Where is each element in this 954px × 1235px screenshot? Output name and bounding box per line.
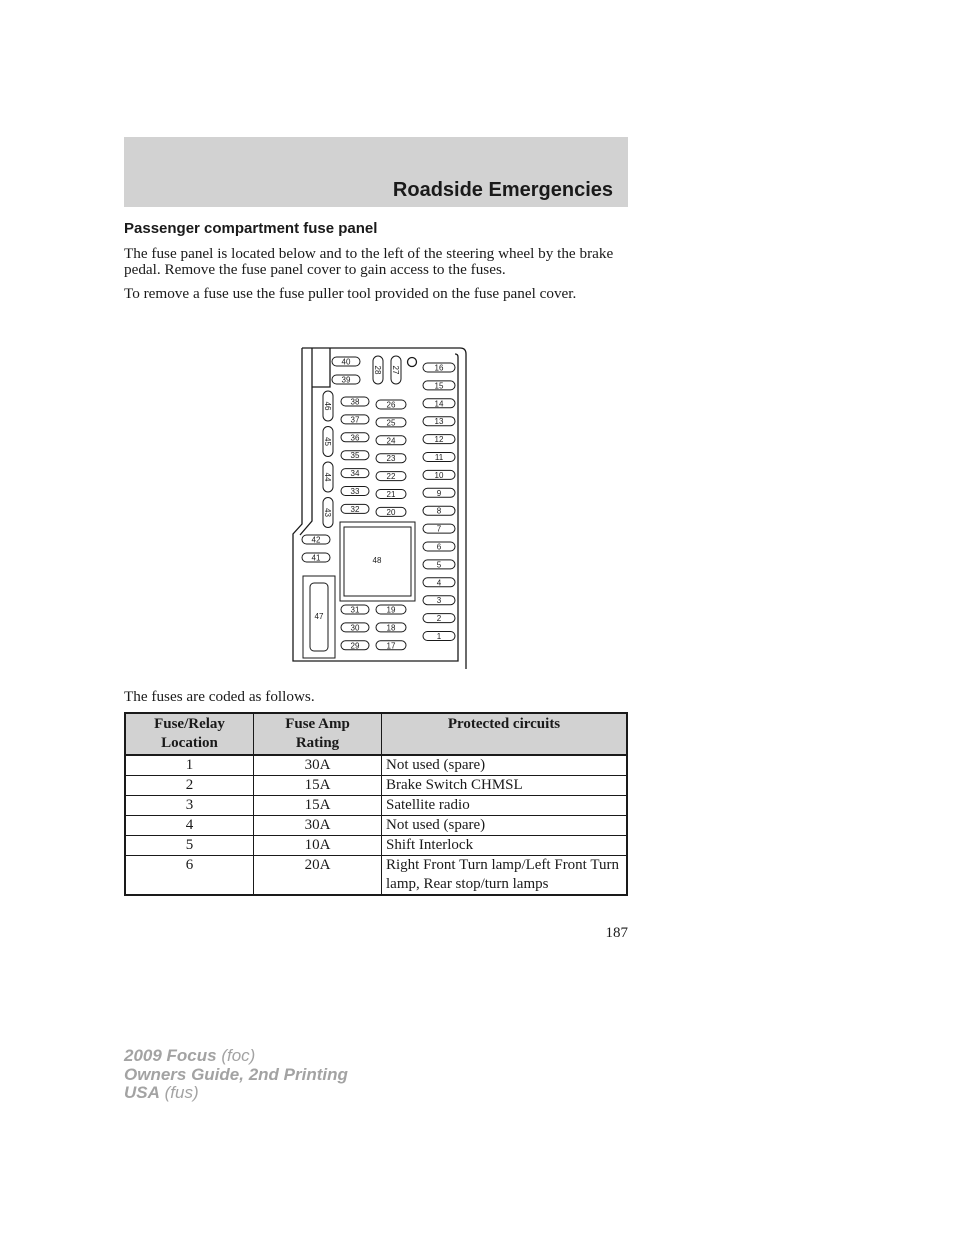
svg-text:1: 1: [436, 632, 442, 641]
fuse-20: [376, 507, 406, 517]
svg-text:44: 44: [323, 472, 332, 482]
svg-text:11: 11: [434, 453, 444, 462]
fuse-24: [376, 436, 406, 446]
fuse-16: [423, 363, 455, 373]
svg-text:3: 3: [436, 596, 442, 606]
fuse-30: [341, 623, 369, 633]
svg-text:31: 31: [350, 605, 360, 615]
fuse-31: [341, 605, 369, 615]
fuse-1: [423, 632, 455, 642]
svg-text:21: 21: [386, 490, 396, 499]
table-row: [125, 796, 627, 816]
header-circuits: Protected circuits: [382, 713, 628, 755]
paragraph-removal: To remove a fuse use the fuse puller tool provided on the fuse panel cover.: [124, 285, 577, 302]
fuse-36: [341, 433, 369, 443]
fuse-12: [423, 435, 455, 445]
svg-text:40: 40: [341, 357, 351, 367]
header-location: Fuse/Relay Location: [125, 713, 254, 755]
svg-text:30: 30: [350, 623, 360, 633]
fuse-15: [423, 381, 455, 391]
fuse-18: [376, 623, 406, 633]
fuse-25: [376, 418, 406, 428]
page-title: Roadside Emergencies: [392, 179, 613, 201]
svg-text:35: 35: [350, 451, 360, 461]
svg-text:45: 45: [323, 437, 332, 446]
cell-rating: 15A: [254, 776, 382, 796]
svg-text:4: 4: [436, 578, 442, 588]
cell-location: 3: [125, 796, 254, 816]
svg-text:13: 13: [434, 417, 444, 427]
fuse-table: [124, 712, 628, 896]
cell-rating: 15A: [254, 796, 382, 816]
fuse-11: [423, 453, 455, 463]
fuse-46: [323, 391, 333, 421]
svg-text:8: 8: [436, 506, 442, 516]
cell-circuit: Brake Switch CHMSL: [382, 776, 628, 796]
fuse-28: [373, 356, 383, 384]
svg-text:34: 34: [350, 469, 360, 479]
cell-rating: 20A: [254, 856, 382, 896]
svg-text:37: 37: [350, 415, 360, 425]
cell-circuit: Shift Interlock: [382, 836, 628, 856]
svg-text:27: 27: [391, 365, 400, 375]
fuse-33: [341, 487, 369, 497]
fuse-8: [423, 506, 455, 516]
cell-rating: 10A: [254, 836, 382, 856]
svg-text:41: 41: [311, 553, 321, 563]
svg-text:6: 6: [436, 542, 442, 552]
svg-text:14: 14: [434, 399, 444, 409]
fuse-7: [423, 524, 455, 534]
fuse-5: [423, 560, 455, 570]
table-row: [125, 856, 627, 896]
svg-text:48: 48: [372, 556, 382, 565]
table-header-row: [125, 713, 627, 755]
fuse-6: [423, 542, 455, 552]
svg-text:43: 43: [323, 508, 332, 517]
fuse-22: [376, 472, 406, 482]
svg-text:17: 17: [386, 641, 396, 651]
header-band: [124, 137, 628, 207]
fuse-23: [376, 454, 406, 464]
svg-text:42: 42: [311, 535, 321, 545]
svg-text:29: 29: [350, 641, 360, 651]
fuse-41: [302, 553, 330, 563]
cell-location: 4: [125, 816, 254, 836]
fuse-39: [332, 375, 360, 385]
fuse-21: [376, 490, 406, 500]
footer-line-1: 2009 Focus (foc): [124, 1046, 256, 1065]
fuse-4: [423, 578, 455, 588]
table-row: [125, 755, 627, 776]
svg-text:18: 18: [386, 623, 396, 633]
svg-text:46: 46: [323, 401, 332, 411]
fuse-43: [323, 498, 333, 528]
cell-location: 5: [125, 836, 254, 856]
cell-circuit: Not used (spare): [382, 816, 628, 836]
svg-text:16: 16: [434, 363, 444, 373]
fuse-42: [302, 535, 330, 545]
cell-circuit: Right Front Turn lamp/Left Front Turn lamp, Rear stop/turn lamps: [382, 856, 628, 896]
paragraph-table-intro: The fuses are coded as follows.: [124, 688, 315, 705]
cell-rating: 30A: [254, 755, 382, 776]
relay-48: [340, 522, 415, 601]
svg-text:23: 23: [386, 454, 396, 464]
svg-text:24: 24: [386, 436, 396, 446]
svg-text:22: 22: [386, 472, 396, 482]
footer-line-3: USA (fus): [124, 1083, 199, 1102]
fuse-13: [423, 417, 455, 427]
fuse-35: [341, 451, 369, 461]
paragraph-location: The fuse panel is located below and to the left of the steering wheel by the brake pedal. Remove the fuse panel cover to gain access to the fuses.: [124, 245, 614, 278]
section-heading: Passenger compartment fuse panel: [124, 220, 378, 237]
fuse-40: [332, 357, 360, 367]
svg-text:47: 47: [314, 612, 324, 621]
cell-location: 1: [125, 755, 254, 776]
fuse-2: [423, 614, 455, 624]
cell-rating: 30A: [254, 816, 382, 836]
cell-location: 2: [125, 776, 254, 796]
fuse-44: [323, 462, 333, 492]
fuse-45: [323, 427, 333, 457]
fuse-32: [341, 504, 369, 514]
table-row: [125, 776, 627, 796]
svg-text:9: 9: [436, 488, 442, 498]
fuse-34: [341, 469, 369, 479]
svg-text:25: 25: [386, 418, 396, 428]
fuse-14: [423, 399, 455, 409]
fuse-38: [341, 397, 369, 407]
table-row: [125, 836, 627, 856]
svg-text:2: 2: [436, 614, 442, 624]
fuse-10: [423, 470, 455, 480]
fuse-9: [423, 488, 455, 498]
svg-text:19: 19: [386, 605, 396, 615]
svg-text:20: 20: [386, 507, 396, 517]
svg-text:10: 10: [434, 470, 444, 480]
fuse-panel-diagram: [290, 339, 472, 671]
fuse-27: [391, 356, 401, 384]
header-rating: Fuse Amp Rating: [254, 713, 382, 755]
fuse-19: [376, 605, 406, 615]
footer: [124, 1047, 348, 1103]
cell-circuit: Not used (spare): [382, 755, 628, 776]
svg-text:7: 7: [436, 524, 442, 534]
svg-text:32: 32: [350, 504, 360, 514]
footer-line-2: Owners Guide, 2nd Printing: [124, 1064, 348, 1084]
svg-text:12: 12: [434, 435, 444, 445]
fuse-29: [341, 641, 369, 651]
relay-47: [303, 576, 335, 658]
svg-text:28: 28: [373, 365, 382, 375]
cell-location: 6: [125, 856, 254, 896]
table-row: [125, 816, 627, 836]
svg-text:39: 39: [341, 375, 351, 385]
fuse-26: [376, 400, 406, 410]
svg-text:33: 33: [350, 487, 360, 496]
cell-circuit: Satellite radio: [382, 796, 628, 816]
svg-text:15: 15: [434, 381, 444, 391]
svg-text:5: 5: [436, 560, 442, 570]
fuse-17: [376, 641, 406, 651]
fuse-3: [423, 596, 455, 606]
fuse-37: [341, 415, 369, 425]
svg-text:36: 36: [350, 433, 360, 443]
svg-text:26: 26: [386, 400, 396, 410]
svg-text:38: 38: [350, 397, 360, 407]
page-number: 187: [605, 925, 628, 941]
